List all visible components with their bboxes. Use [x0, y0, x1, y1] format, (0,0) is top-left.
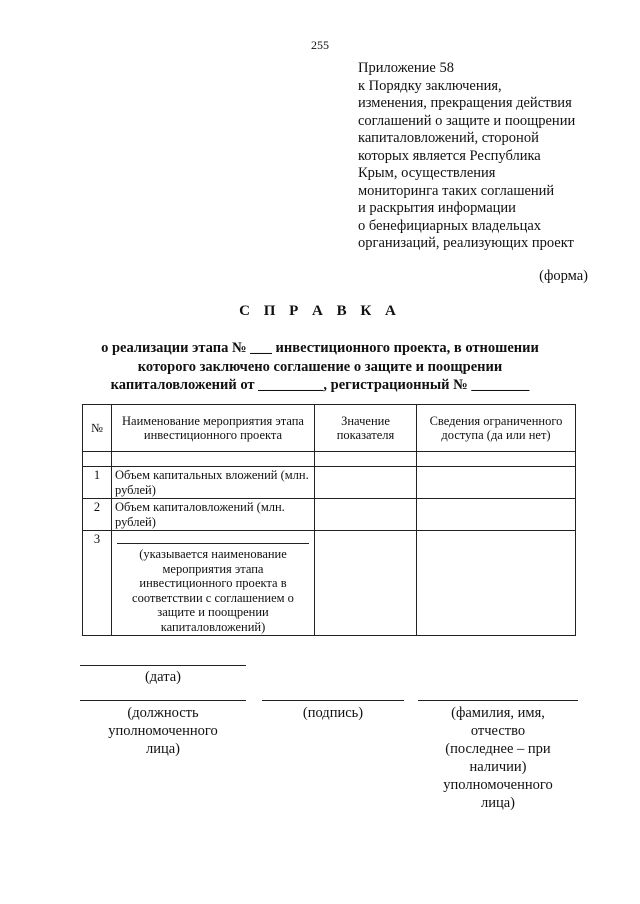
subtitle-line: которого заключено соглашение о защите и поощрении [137, 358, 503, 375]
fullname-label-line: уполномоченного [443, 777, 553, 793]
appendix-line: мониторинга таких соглашений [358, 182, 555, 199]
date-label: (дата) [144, 669, 182, 685]
appendix-line: о бенефициарных владельцах [358, 217, 542, 234]
signature-label: (подпись) [302, 705, 364, 721]
table-cell [112, 452, 315, 467]
row-number: 1 [83, 467, 112, 499]
appendix-line: и раскрытия информации [358, 200, 516, 216]
position-label-line: (должность [127, 705, 199, 721]
table-row [83, 467, 576, 499]
appendix-line: Приложение 58 [358, 60, 454, 76]
activity-name-blank[interactable] [117, 533, 309, 544]
row-indicator-value[interactable] [315, 499, 417, 531]
row-activity-name[interactable] [112, 531, 315, 636]
document-subtitle [60, 339, 580, 395]
form-mark: (форма) [539, 268, 588, 284]
document-title: С П Р А В К А [239, 303, 401, 319]
header-restricted-info: Сведения ограниченного доступа (да или нет) [417, 405, 576, 452]
fullname-label-line: наличии) [469, 759, 527, 775]
table-spacer-row [83, 452, 576, 467]
fullname-label-line: (последнее – при [445, 741, 551, 757]
row-activity-name: Объем капитальных вложений (млн. рублей) [112, 467, 315, 499]
row-restricted-info[interactable] [417, 467, 576, 499]
position-label-line: лица) [145, 741, 181, 757]
header-activity-name: Наименование мероприятия этапа инвестиционного проекта [112, 405, 315, 452]
row-restricted-info[interactable] [417, 499, 576, 531]
appendix-line: Крым, осуществления [358, 165, 496, 181]
position-line[interactable] [80, 700, 246, 701]
fullname-label-line: отчество [470, 723, 526, 739]
appendix-line: изменения, прекращения действия [358, 95, 572, 111]
header-number: № [83, 405, 112, 452]
appendix-line: которых является Республика [358, 147, 541, 164]
row-number: 3 [83, 531, 112, 636]
table-row [83, 499, 576, 531]
header-indicator-value: Значение показателя [315, 405, 417, 452]
table-cell [83, 452, 112, 467]
table-header-row [83, 405, 576, 452]
row-restricted-info[interactable] [417, 531, 576, 636]
appendix-reference [358, 60, 628, 253]
page-number: 255 [311, 38, 329, 52]
activity-name-hint: (указывается наименование мероприятия этапа инвестиционного проекта в соответствии с соглашением о защите и поощрении капиталовложений) [132, 547, 294, 634]
position-label-line: уполномоченного [108, 723, 218, 739]
appendix-line: к Порядку заключения, [358, 77, 502, 94]
appendix-line: капиталовложений, стороной [358, 130, 539, 146]
subtitle-line: о реализации этапа № ___ инвестиционного проекта, в отношении [101, 340, 539, 356]
appendix-line: организаций, реализующих проект [358, 235, 574, 251]
fullname-label [418, 704, 578, 812]
table-row [83, 531, 576, 636]
table-cell [315, 452, 417, 467]
appendix-line: соглашений о защите и поощрении [358, 112, 576, 129]
fullname-label-line: лица) [480, 795, 516, 811]
row-number: 2 [83, 499, 112, 531]
position-label [80, 704, 246, 758]
row-activity-name: Объем капиталовложений (млн. рублей) [112, 499, 315, 531]
table-cell [417, 452, 576, 467]
fullname-line[interactable] [418, 700, 578, 701]
subtitle-line: капиталовложений от _________, регистрационный № ________ [110, 377, 530, 393]
fullname-label-line: (фамилия, имя, [451, 705, 545, 721]
row-indicator-value[interactable] [315, 467, 417, 499]
report-table [82, 404, 576, 636]
date-line[interactable] [80, 665, 246, 666]
row-indicator-value[interactable] [315, 531, 417, 636]
signature-line[interactable] [262, 700, 404, 701]
